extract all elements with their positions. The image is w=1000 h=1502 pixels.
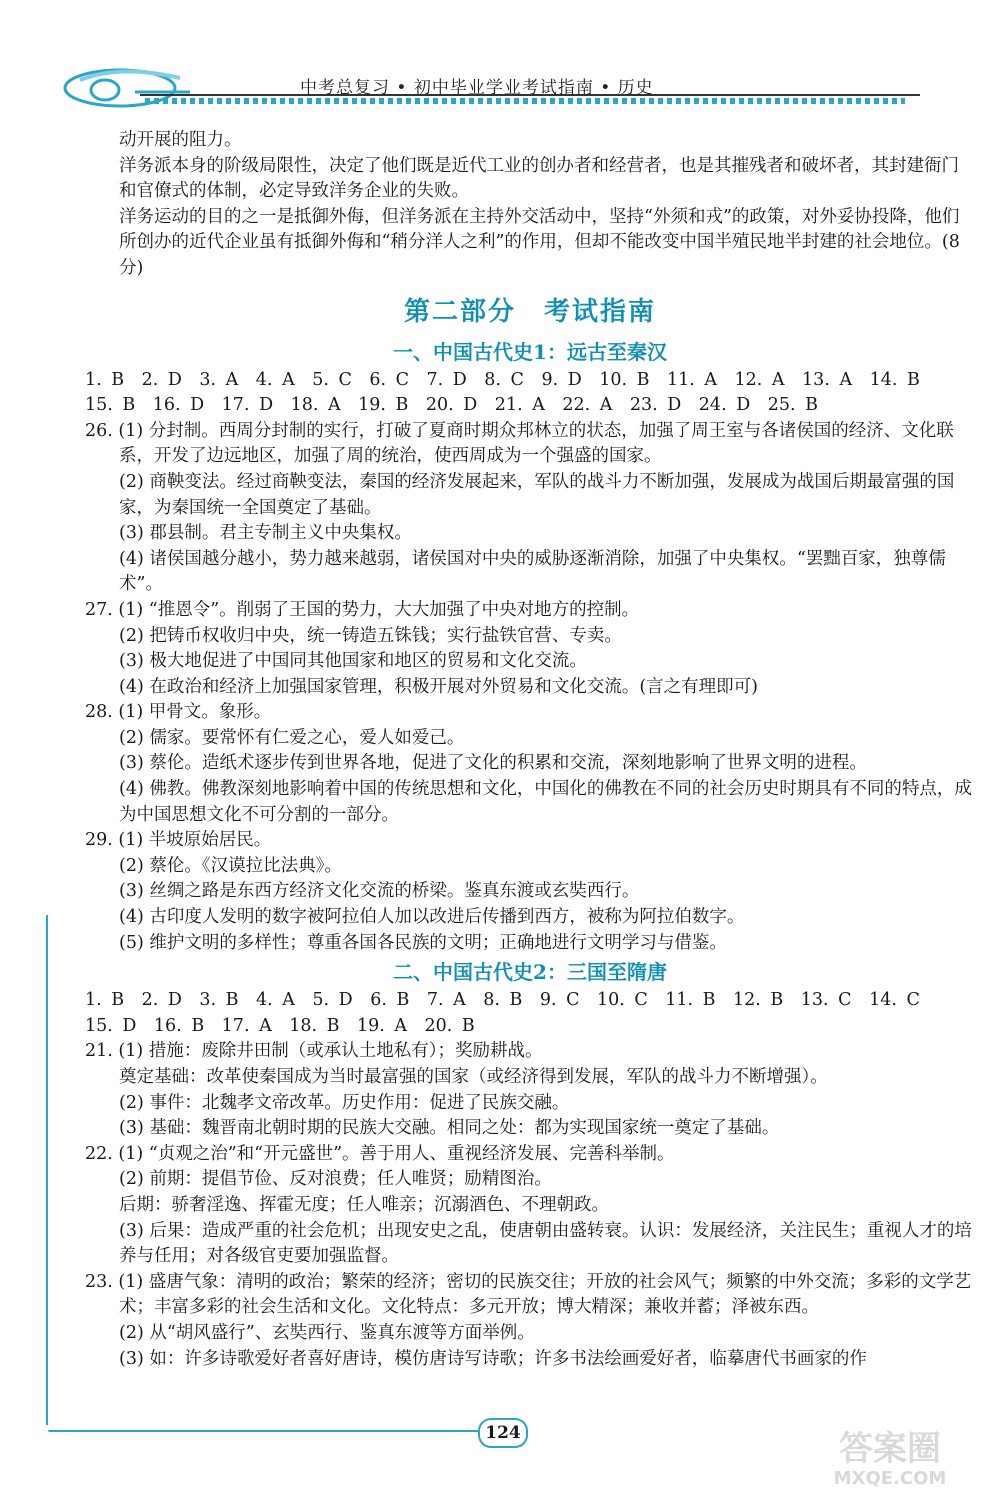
question-22-item: 后期：骄奢淫逸、挥霍无度；任人唯亲；沉溺酒色、不理朝政。 — [119, 1194, 609, 1215]
question-27-item: (2) 把铸币权收归中央，统一铸造五铢钱；实行盐铁官营、专卖。 — [119, 625, 622, 646]
question-28-item: (3) 蔡伦。造纸术逐步传到世界各地，促进了文化的积累和交流，深刻地影响了世界文明的进程。 — [119, 753, 867, 774]
section-title: 二、中国古代史2：三国至隋唐 — [393, 960, 667, 985]
watermark-logo — [800, 1420, 980, 1490]
question-27-item: 27. (1) “推恩令”。削弱了王国的势力，大大加强了中央对地方的控制。 — [85, 599, 640, 620]
question-21-item: (2) 事件：北魏孝文帝改革。历史作用：促进了民族交融。 — [119, 1092, 570, 1113]
question-29-item: 29. (1) 半坡原始居民。 — [85, 830, 272, 851]
question-23-item: (3) 如：许多诗歌爱好者喜好唐诗，模仿唐诗写诗歌；许多书法绘画爱好者，临摹唐代书画家的作 — [119, 1348, 867, 1369]
answer-row: 1. B 2. D 3. B 4. A 5. D 6. B 7. A 8. B 9. C 10. C 11. B 12. B 13. C 14. C — [85, 990, 920, 1011]
intro-line: 动开展的阻力。 — [119, 130, 242, 150]
section-title: 一、中国古代史1：远古至秦汉 — [393, 339, 667, 364]
question-26-item: (3) 郡县制。君主专制主义中央集权。 — [119, 523, 412, 544]
question-21-item: (3) 基础：魏晋南北朝时期的民族大交融。相同之处：都为实现国家统一奠定了基础。 — [119, 1118, 780, 1139]
question-22-item: (2) 前期：提倡节俭、反对浪费；任人唯贤；励精图治。 — [119, 1169, 552, 1190]
watermark-text-main: 答案圈 — [839, 1429, 941, 1469]
footer-rule — [48, 1430, 478, 1432]
question-29-item: (2) 蔡伦。《汉谟拉比法典》。 — [119, 855, 342, 876]
page-content — [85, 128, 975, 1372]
question-22-item: (3) 后果：造成严重的社会危机；出现安史之乱，使唐朝由盛转衰。认识：发展经济，关注民生；重视人才的培养与任用；对各级官吏要加强监督。 — [119, 1220, 972, 1267]
question-28-item: (4) 佛教。佛教深刻地影响着中国的传统思想和文化，中国化的佛教在不同的社会历史时期具有不同的特点，成为中国思想文化不可分割的一部分。 — [119, 779, 972, 825]
answer-row: 1. B 2. D 3. A 4. A 5. C 6. C 7. D 8. C 9. D 10. B 11. A 12. A 13. A 14. B — [85, 369, 920, 390]
intro-paragraph: 洋务运动的目的之一是抵御外侮，但洋务派在主持外交活动中，坚持“外须和戎”的政策，对外妥协投降，他们所创办的近代企业虽有抵御外侮和“稍分洋人之利”的作用，但却不能改变中国半殖民地半封建的社会地位。(8分) — [119, 206, 960, 278]
header-dotted-band — [145, 98, 905, 104]
question-23-item: (2) 从“胡风盛行”、玄奘西行、鉴真东渡等方面举例。 — [119, 1322, 535, 1343]
question-28-item: (2) 儒家。要常怀有仁爱之心，爱人如爱己。 — [119, 727, 465, 748]
question-29-item: (4) 古印度人发明的数字被阿拉伯人加以改进后传播到西方，被称为阿拉伯数字。 — [119, 907, 745, 928]
answer-row: 15. D 16. B 17. A 18. B 19. A 20. B — [85, 1015, 475, 1036]
page-header — [0, 0, 1000, 115]
question-27-item: (3) 极大地促进了中国同其他国家和地区的贸易和文化交流。 — [119, 651, 587, 672]
header-title: 中考总复习 • 初中毕业学业考试指南 • 历史 — [300, 78, 654, 98]
question-26-item: 26. (1) 分封制。西周分封制的实行，打破了夏商时期众邦林立的状态，加强了周王室与各诸侯国的经济、文化联系，开发了边远地区，加强了周的统治，使西周成为一个强盛的国家。 — [85, 420, 954, 467]
question-26-item: (2) 商鞅变法。经过商鞅变法，秦国的经济发展起来，军队的战斗力不断加强，发展成为战国后期最富强的国家，为秦国统一全国奠定了基础。 — [119, 471, 955, 518]
question-21-item: 奠定基础：改革使秦国成为当时最富强的国家（或经济得到发展，军队的战斗力不断增强）。 — [119, 1067, 828, 1087]
question-26-item: (4) 诸侯国越分越小，势力越来越弱，诸侯国对中央的威胁逐渐消除，加强了中央集权。“罢黜百家，独尊儒术”。 — [119, 548, 946, 595]
question-29-item: (3) 丝绸之路是东西方经济文化交流的桥梁。鉴真东渡或玄奘西行。 — [119, 881, 640, 902]
question-22-item: 22. (1) “贞观之治”和“开元盛世”。善于用人、重视经济发展、完善科举制。 — [85, 1143, 675, 1164]
part-title: 第二部分 考试指南 — [403, 296, 656, 327]
question-21-item: 21. (1) 措施：废除井田制（或承认土地私有）；奖励耕战。 — [85, 1041, 543, 1062]
question-29-item: (5) 维护文明的多样性；尊重各国各民族的文明；正确地进行文明学习与借鉴。 — [119, 932, 727, 953]
page-number: 124 — [478, 1418, 528, 1448]
book-decoration-icon — [60, 62, 240, 112]
watermark-text-url: MXQE.COM — [833, 1468, 947, 1489]
question-27-item: (4) 在政治和经济上加强国家管理，积极开展对外贸易和文化交流。(言之有理即可) — [119, 676, 759, 697]
question-23-item: 23. (1) 盛唐气象：清明的政治；繁荣的经济；密切的民族交往；开放的社会风气；频繁的中外交流；多彩的文学艺术；丰富多彩的社会生活和文化。文化特点：多元开放；博大精深；兼收并蓄；泽被东西。 — [85, 1271, 972, 1318]
question-28-item: 28. (1) 甲骨文。象形。 — [85, 702, 272, 723]
answer-row: 15. B 16. D 17. D 18. A 19. B 20. D 21. A 22. A 23. D 24. D 25. B — [85, 395, 818, 416]
intro-paragraph: 洋务派本身的阶级局限性，决定了他们既是近代工业的创办者和经营者，也是其摧残者和破坏者，其封建衙门和官僚式的体制，必定导致洋务企业的失败。 — [119, 155, 959, 202]
margin-rule — [46, 915, 48, 1425]
